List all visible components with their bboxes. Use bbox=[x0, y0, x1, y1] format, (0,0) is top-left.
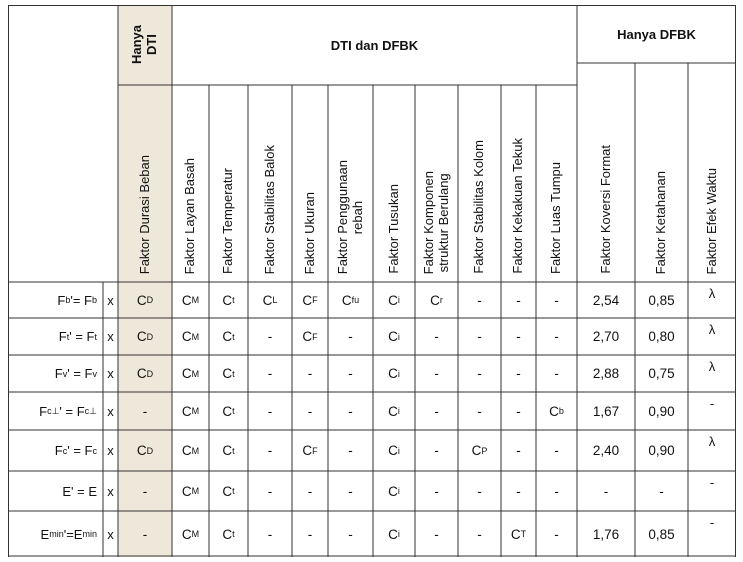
multiplier-sign: x bbox=[107, 329, 114, 344]
multiplier-sign: x bbox=[107, 366, 114, 381]
table-cell: - bbox=[477, 329, 482, 344]
column-header-label: Faktor Koversi Format bbox=[597, 145, 613, 274]
table-cell: - bbox=[516, 443, 521, 458]
table-cell: - bbox=[348, 443, 353, 458]
table-cell: - bbox=[307, 403, 313, 419]
column-header-label: Faktor Efek Waktu bbox=[703, 167, 719, 274]
column-header-label: Faktor Luas Tumpu bbox=[548, 162, 564, 274]
table-cell: C t bbox=[222, 403, 235, 419]
table-cell: 0,85 bbox=[648, 292, 675, 308]
table-cell: - bbox=[434, 483, 439, 499]
row-label: F c⊥ ' = F c⊥ bbox=[39, 403, 97, 419]
column-header-label: Faktor Ukuran bbox=[301, 191, 317, 274]
table-cell: - bbox=[516, 292, 521, 308]
table-cell: λ bbox=[708, 286, 716, 301]
table-cell: C i bbox=[388, 292, 400, 308]
table-cell: - bbox=[434, 329, 439, 344]
column-header-5 bbox=[328, 85, 373, 282]
table-cell: - bbox=[348, 366, 353, 381]
column-header-11 bbox=[577, 85, 635, 282]
row-label: F c ' = F c bbox=[54, 443, 97, 458]
row-label: F b '= F b bbox=[57, 292, 97, 308]
table-cell: C M bbox=[181, 526, 200, 542]
column-header-label: Faktor Temperatur bbox=[220, 168, 236, 274]
table-cell: 2,88 bbox=[592, 366, 620, 381]
table-cell: λ bbox=[708, 359, 716, 374]
table-cell: - bbox=[142, 403, 148, 419]
table-cell: C i bbox=[388, 483, 400, 499]
table-cell: C i bbox=[388, 403, 400, 419]
table-cell: C M bbox=[181, 483, 200, 499]
table-cell: - bbox=[267, 403, 273, 419]
multiplier-sign: x bbox=[107, 443, 114, 458]
table-cell: - bbox=[554, 366, 559, 381]
table-cell: C D bbox=[136, 443, 154, 458]
table-cell: - bbox=[142, 483, 148, 499]
table-cell: C i bbox=[388, 329, 400, 344]
table-cell: C fu bbox=[341, 292, 360, 308]
header-hanya-dfbk: Hanya DFBK bbox=[617, 26, 696, 42]
table-cell: C D bbox=[136, 292, 154, 308]
row-label: E' = E bbox=[62, 483, 97, 499]
table-cell: C F bbox=[302, 329, 318, 344]
multiplier-sign: x bbox=[107, 526, 114, 542]
table-cell: 1,76 bbox=[592, 526, 620, 542]
table-cell: C b bbox=[549, 403, 564, 419]
table-cell: - bbox=[516, 403, 521, 419]
column-header-label: Faktor Tusukan bbox=[385, 184, 401, 274]
column-header-label: Faktor Ketahanan bbox=[653, 170, 669, 274]
header-hanya-dti bbox=[118, 5, 172, 85]
table-cell: - bbox=[142, 526, 148, 542]
column-header-9 bbox=[501, 85, 536, 282]
table-cell: 0,80 bbox=[648, 329, 675, 344]
table-cell: - bbox=[267, 329, 273, 344]
table-cell: - bbox=[434, 443, 439, 458]
table-cell: - bbox=[554, 329, 559, 344]
table-cell: C F bbox=[302, 292, 318, 308]
multiplier-sign: x bbox=[107, 483, 114, 499]
table-cell: - bbox=[267, 366, 273, 381]
column-header-label: Faktor Komponen struktur Berulang bbox=[420, 170, 451, 274]
column-header-7 bbox=[415, 85, 458, 282]
table-cell: - bbox=[659, 483, 664, 499]
column-header-label: Faktor Durasi Beban bbox=[136, 154, 152, 274]
table-cell: λ bbox=[708, 322, 716, 337]
table-cell: - bbox=[516, 329, 521, 344]
table-cell: - bbox=[267, 483, 273, 499]
table-cell: - bbox=[434, 403, 439, 419]
table-cell: - bbox=[267, 526, 273, 542]
table-cell: λ bbox=[708, 434, 716, 449]
table-cell: C t bbox=[222, 483, 235, 499]
table-cell: - bbox=[348, 329, 353, 344]
column-header-13 bbox=[688, 85, 736, 282]
table-cell: - bbox=[477, 292, 482, 308]
table-cell: C t bbox=[222, 526, 235, 542]
table-cell: C r bbox=[430, 292, 443, 308]
row-label: F t ' = F t bbox=[58, 329, 97, 344]
column-header-0 bbox=[118, 85, 172, 282]
table-cell: - bbox=[434, 526, 439, 542]
table-cell: - bbox=[307, 366, 313, 381]
table-cell: - bbox=[477, 526, 482, 542]
header-dti-dan-dfbk: DTI dan DFBK bbox=[330, 37, 419, 53]
table-cell: - bbox=[477, 366, 482, 381]
table-cell: - bbox=[516, 366, 521, 381]
table-cell: 2,40 bbox=[592, 443, 620, 458]
row-label: E min '=E min bbox=[40, 526, 97, 542]
table-cell: - bbox=[348, 526, 353, 542]
table-cell: - bbox=[709, 515, 715, 530]
table-cell: C t bbox=[222, 366, 235, 381]
table-cell: C M bbox=[181, 403, 200, 419]
table-cell: - bbox=[554, 443, 559, 458]
header-hanya-dti-text: Hanya DTI bbox=[129, 25, 159, 65]
column-header-12 bbox=[635, 85, 688, 282]
table-cell: - bbox=[307, 483, 313, 499]
column-header-4 bbox=[292, 85, 328, 282]
table-cell: - bbox=[709, 396, 715, 411]
table-cell: C D bbox=[136, 366, 154, 381]
table-cell: C M bbox=[181, 443, 200, 458]
table-cell: C P bbox=[471, 443, 488, 458]
column-header-label: Faktor Penggunaan rebah bbox=[334, 159, 365, 274]
column-header-2 bbox=[209, 85, 248, 282]
column-header-label: Faktor Stabilitas Balok bbox=[261, 144, 277, 274]
adjustment-factor-table bbox=[8, 5, 736, 557]
table-cell: - bbox=[709, 475, 715, 490]
table-cell: C i bbox=[388, 366, 400, 381]
table-cell: 2,70 bbox=[592, 329, 620, 344]
table-cell: 0,90 bbox=[648, 443, 675, 458]
table-cell: C t bbox=[222, 443, 235, 458]
table-cell: 0,90 bbox=[648, 403, 675, 419]
table-cell: - bbox=[267, 443, 273, 458]
column-header-10 bbox=[536, 85, 577, 282]
column-header-label: Faktor Layan Basah bbox=[182, 157, 198, 274]
column-header-1 bbox=[172, 85, 209, 282]
table-cell: C L bbox=[262, 292, 278, 308]
table-cell: - bbox=[516, 483, 521, 499]
column-header-label: Faktor Stabilitas Kolom bbox=[471, 140, 487, 274]
table-cell: - bbox=[477, 403, 482, 419]
table-cell: 0,85 bbox=[648, 526, 675, 542]
table-cell: C i bbox=[388, 526, 400, 542]
table-cell: - bbox=[348, 483, 353, 499]
table-cell: 2,54 bbox=[592, 292, 620, 308]
table-cell: - bbox=[307, 526, 313, 542]
column-header-6 bbox=[373, 85, 415, 282]
table-cell: 0,75 bbox=[648, 366, 675, 381]
table-cell: C i bbox=[388, 443, 400, 458]
table-cell: - bbox=[348, 403, 353, 419]
table-cell: C t bbox=[222, 292, 235, 308]
table-cell: C F bbox=[302, 443, 318, 458]
table-cell: C M bbox=[181, 329, 200, 344]
table-cell: - bbox=[554, 292, 559, 308]
table-cell: 1,67 bbox=[592, 403, 620, 419]
table-cell: C t bbox=[222, 329, 235, 344]
table-cell: - bbox=[603, 483, 609, 499]
column-header-3 bbox=[248, 85, 292, 282]
row-label: F v ' = F v bbox=[54, 366, 97, 381]
column-header-label: Faktor Kekakuan Tekuk bbox=[510, 138, 526, 274]
table-cell: - bbox=[554, 483, 559, 499]
table-cell: C D bbox=[136, 329, 154, 344]
table-cell: - bbox=[554, 526, 559, 542]
table-cell: - bbox=[434, 366, 439, 381]
multiplier-sign: x bbox=[107, 403, 114, 419]
table-cell: C M bbox=[181, 292, 200, 308]
table-cell: - bbox=[477, 483, 482, 499]
column-header-8 bbox=[458, 85, 501, 282]
table-cell: C M bbox=[181, 366, 200, 381]
multiplier-sign: x bbox=[107, 292, 114, 308]
table-cell: C T bbox=[510, 526, 527, 542]
